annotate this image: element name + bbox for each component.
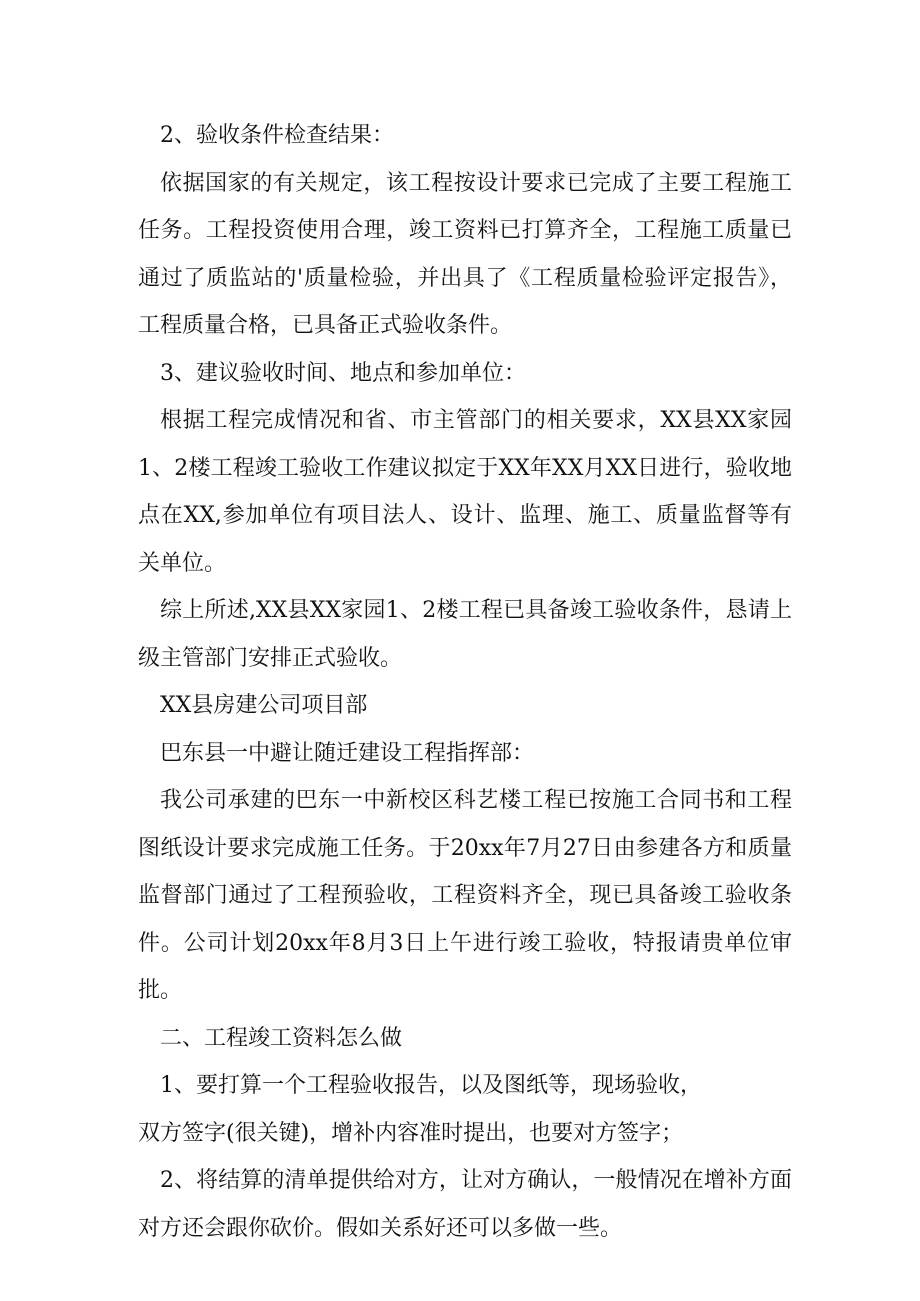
section-heading-acceptance-schedule: 3、建议验收时间、地点和参加单位： — [160, 360, 526, 386]
section-heading-completion-docs: 二、工程竣工资料怎么做 — [160, 1025, 403, 1051]
section-heading-acceptance-conditions: 2、验收条件检查结果： — [160, 123, 394, 148]
addressee-line: 巴东县一中避让随迁建设工程指挥部： — [160, 740, 535, 766]
list-item-2: 2、将结算的清单提供给对方，让对方确认，一般情况在增补方面对方还会跟你砍价。假如关系好还可以多做一些。 — [138, 1168, 792, 1241]
paragraph-application: 我公司承建的巴东一中新校区科艺楼工程已按施工合同书和工程图纸设计要求完成施工任务。于20xx年7月27日由参建各方和质量监督部门通过了工程预验收，工程资料齐全，现已具备竣工验收条件。公司计划20xx年8月3日上午进行竣工验收，特报请贵单位审批。 — [138, 788, 792, 1003]
list-item-1: 1、要打算一个工程验收报告，以及图纸等，现场验收， — [160, 1073, 702, 1098]
document-body — [138, 112, 792, 1252]
paragraph-summary: 综上所述,XX县XX家园1、2楼工程已具备竣工验收条件，恳请上级主管部门安排正式验收。 — [138, 598, 792, 671]
paragraph-acceptance-results: 依据国家的有关规定，该工程按设计要求已完成了主要工程施工任务。工程投资使用合理，竣工资料已打算齐全，工程施工质量已通过了质监站的'质量检验，并出具了《工程质量检验评定报告》，工程质量合格，已具备正式验收条件。 — [138, 170, 792, 338]
paragraph-acceptance-schedule: 根据工程完成情况和省、市主管部门的相关要求，XX县XX家园1、2楼工程竣工验收工作建议拟定于XX年XX月XX日进行，验收地点在XX,参加单位有项目法人、设计、监理、施工、质量监督等有关单位。 — [138, 408, 792, 576]
signature-department: XX县房建公司项目部 — [160, 693, 368, 718]
list-item-1-continuation: 双方签字(很关键)，增补内容准时提出，也要对方签字； — [138, 1120, 684, 1146]
